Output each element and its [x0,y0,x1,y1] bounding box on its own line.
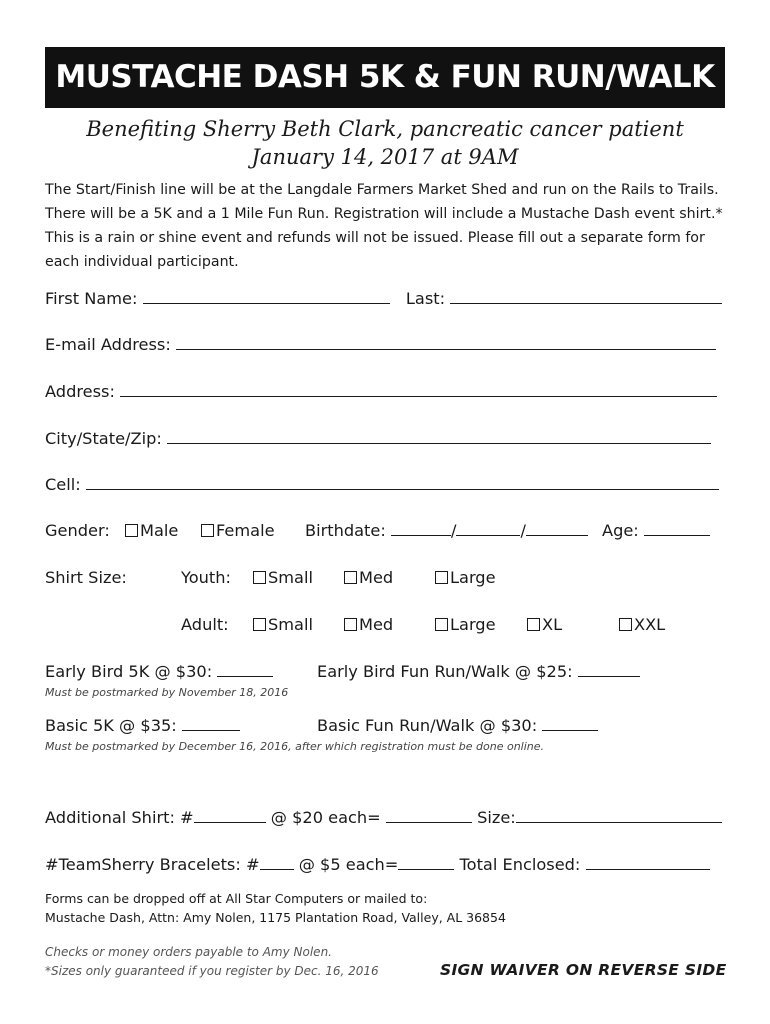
birth-day-field[interactable] [456,523,520,536]
youth-med-label: Med [359,568,394,587]
first-name-row [45,289,722,308]
cell-row [45,475,719,494]
early-fun-row [317,662,640,681]
address-field[interactable] [120,384,717,397]
youth-small-checkbox[interactable] [253,571,266,584]
male-label: Male [140,521,179,540]
age-row [602,521,710,540]
total-enclosed-label: Total Enclosed: [459,855,581,874]
additional-shirt-label: Additional Shirt: # [45,808,194,827]
city-row [45,429,711,448]
youth-large-checkbox[interactable] [435,571,448,584]
adult-xl-option[interactable] [527,615,562,634]
adult-label: Adult: [181,615,229,634]
birthdate-label: Birthdate: [305,521,386,540]
additional-shirt-qty-field[interactable] [194,810,266,823]
adult-small-option[interactable] [253,615,313,634]
adult-large-label: Large [450,615,496,634]
basic-5k-label: Basic 5K @ $35: [45,716,177,735]
male-checkbox[interactable] [125,524,138,537]
age-field[interactable] [644,523,710,536]
age-label: Age: [602,521,639,540]
adult-xxl-checkbox[interactable] [619,618,632,631]
dropoff-text: Forms can be dropped off at All Star Computers or mailed to: [45,891,428,906]
early-fun-label: Early Bird Fun Run/Walk @ $25: [317,662,573,681]
adult-large-option[interactable] [435,615,496,634]
youth-label: Youth: [181,568,231,587]
basic-fun-row [317,716,598,735]
last-name-label: Last: [405,289,446,308]
birth-month-field[interactable] [391,523,451,536]
additional-shirt-size-label: Size: [477,808,516,827]
city-label: City/State/Zip: [45,429,162,448]
cell-label: Cell: [45,475,81,494]
early-bird-note: Must be postmarked by November 18, 2016 [45,686,289,699]
email-label: E-mail Address: [45,335,171,354]
address-row [45,382,717,401]
bracelets-label: #TeamSherry Bracelets: # [45,855,260,874]
gender-female-option[interactable] [201,521,275,540]
adult-med-checkbox[interactable] [344,618,357,631]
adult-med-label: Med [359,615,394,634]
page-title: MUSTACHE DASH 5K & FUN RUN/WALK [55,59,715,95]
gender-label: Gender: [45,521,110,540]
basic-note: Must be postmarked by December 16, 2016, after which registration must be done online. [45,740,545,753]
youth-small-label: Small [268,568,313,587]
additional-shirt-price: @ $20 each= [270,808,381,827]
gender-male-option[interactable] [125,521,178,540]
youth-med-checkbox[interactable] [344,571,357,584]
mailing-address: Mustache Dash, Attn: Amy Nolen, 1175 Plantation Road, Valley, AL 36854 [45,910,506,925]
adult-xxl-option[interactable] [619,615,665,634]
adult-med-option[interactable] [344,615,393,634]
female-label: Female [216,521,275,540]
intro-paragraph: The Start/Finish line will be at the Langdale Farmers Market Shed and run on the Rails to Trails. There will be a 5K and a 1 Mile Fun Run. Registration will include a Mustache Dash event shirt.* This is a rain or shine event and refunds will not be issued. Please fill out a separate form for each individual participant. [45,182,723,270]
youth-large-option[interactable] [435,568,496,587]
additional-shirt-total-field[interactable] [386,810,472,823]
early-5k-field[interactable] [217,664,273,677]
youth-small-option[interactable] [253,568,313,587]
checks-payable-note: Checks or money orders payable to Amy Nolen. [45,945,332,959]
female-checkbox[interactable] [201,524,214,537]
youth-med-option[interactable] [344,568,393,587]
adult-small-label: Small [268,615,313,634]
early-fun-field[interactable] [578,664,640,677]
adult-large-checkbox[interactable] [435,618,448,631]
basic-fun-field[interactable] [542,718,598,731]
adult-xl-label: XL [542,615,563,634]
additional-shirt-size-field[interactable] [516,810,722,823]
adult-xxl-label: XXL [634,615,666,634]
last-name-field[interactable] [450,291,722,304]
email-field[interactable] [176,337,716,350]
bracelets-total-field[interactable] [398,857,454,870]
basic-5k-row [45,716,240,735]
event-date: January 14, 2017 at 9AM [251,145,519,169]
youth-large-label: Large [450,568,496,587]
bracelets-row [45,855,710,874]
additional-shirt-row [45,808,722,827]
cell-field[interactable] [86,477,719,490]
city-field[interactable] [167,431,711,444]
shirt-size-label: Shirt Size: [45,568,127,587]
birthdate-row: Birthdate: / / [305,521,588,540]
adult-small-checkbox[interactable] [253,618,266,631]
adult-xl-checkbox[interactable] [527,618,540,631]
basic-fun-label: Basic Fun Run/Walk @ $30: [317,716,538,735]
address-label: Address: [45,382,115,401]
email-row [45,335,716,354]
early-5k-row [45,662,273,681]
bracelets-price: @ $5 each= [298,855,399,874]
birth-year-field[interactable] [526,523,588,536]
early-5k-label: Early Bird 5K @ $30: [45,662,213,681]
basic-5k-field[interactable] [182,718,240,731]
total-enclosed-field[interactable] [586,857,710,870]
sign-waiver-notice: SIGN WAIVER ON REVERSE SIDE [440,961,727,979]
first-name-label: First Name: [45,289,138,308]
first-name-field[interactable] [143,291,390,304]
subtitle: Benefiting Sherry Beth Clark, pancreatic cancer patient [86,117,684,141]
sizes-guarantee-note: *Sizes only guaranteed if you register by Dec. 16, 2016 [45,964,379,978]
bracelets-qty-field[interactable] [260,857,294,870]
